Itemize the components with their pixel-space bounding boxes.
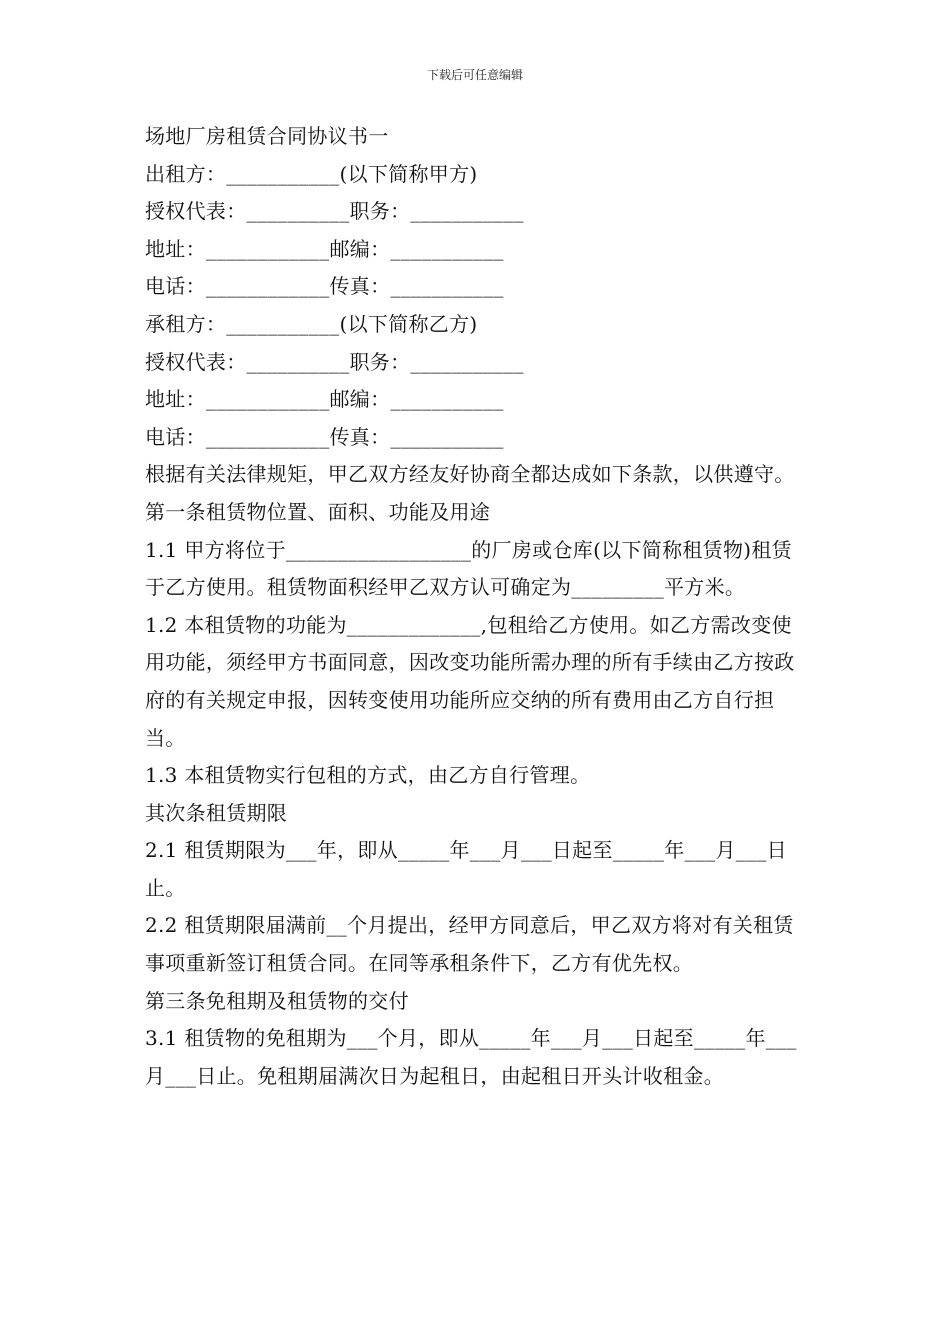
clause-1-3: 1.3 本租赁物实行包租的方式，由乙方自行管理。: [145, 763, 591, 788]
lessor-address-line: 地址：____________邮编：___________: [145, 236, 504, 261]
contract-body: [145, 118, 810, 1095]
clause-2-1: 2.1 租赁期限为___年，即从_____年___月___日起至_____年___月___日止。: [145, 838, 787, 900]
clause-1-2: 1.2 本租赁物的功能为_____________,包租给乙方使用。如乙方需改变使用功能，须经甲方书面同意，因改变功能所需办理的所有手续由乙方按政府的有关规定申报，因转变使用功能所应交纳的所有费用由乙方自行担当。: [145, 612, 795, 750]
lessor-representative-line: 授权代表：__________职务：___________: [145, 199, 524, 224]
preamble-paragraph: 根据有关法律规矩，甲乙双方经友好协商全都达成如下条款，以供遵守。: [145, 462, 795, 487]
lessee-line: 承租方：___________(以下简称乙方): [145, 311, 478, 336]
section-3-heading: 第三条免租期及租赁物的交付: [145, 988, 409, 1013]
lessee-phone-line: 电话：____________传真：___________: [145, 424, 504, 449]
clause-3-1: 3.1 租赁物的免租期为___个月，即从_____年___月___日起至_____年___月___日止。免租期届满次日为起租日，由起租日开头计收租金。: [145, 1026, 797, 1088]
lessee-address-line: 地址：____________邮编：___________: [145, 387, 504, 412]
section-2-heading: 其次条租赁期限: [145, 800, 288, 825]
contract-title: 场地厂房租赁合同协议书一: [145, 124, 389, 148]
page-header-note: 下载后可任意编辑: [426, 68, 523, 82]
lessor-line: 出租方：___________(以下简称甲方): [145, 161, 478, 186]
clause-1-1: 1.1 甲方将位于__________________的厂房或仓库(以下简称租赁物)租赁于乙方使用。租赁物面积经甲乙双方认可确定为_________平方米。: [145, 537, 792, 600]
lessee-representative-line: 授权代表：__________职务：___________: [145, 349, 524, 374]
clause-2-2: 2.2 租赁期限届满前__个月提出，经甲方同意后，甲乙双方将对有关租赁事项重新签订租赁合同。在同等承租条件下，乙方有优先权。: [145, 913, 794, 976]
section-1-heading: 第一条租赁物位置、面积、功能及用途: [145, 499, 491, 524]
lessor-phone-line: 电话：____________传真：___________: [145, 274, 504, 299]
